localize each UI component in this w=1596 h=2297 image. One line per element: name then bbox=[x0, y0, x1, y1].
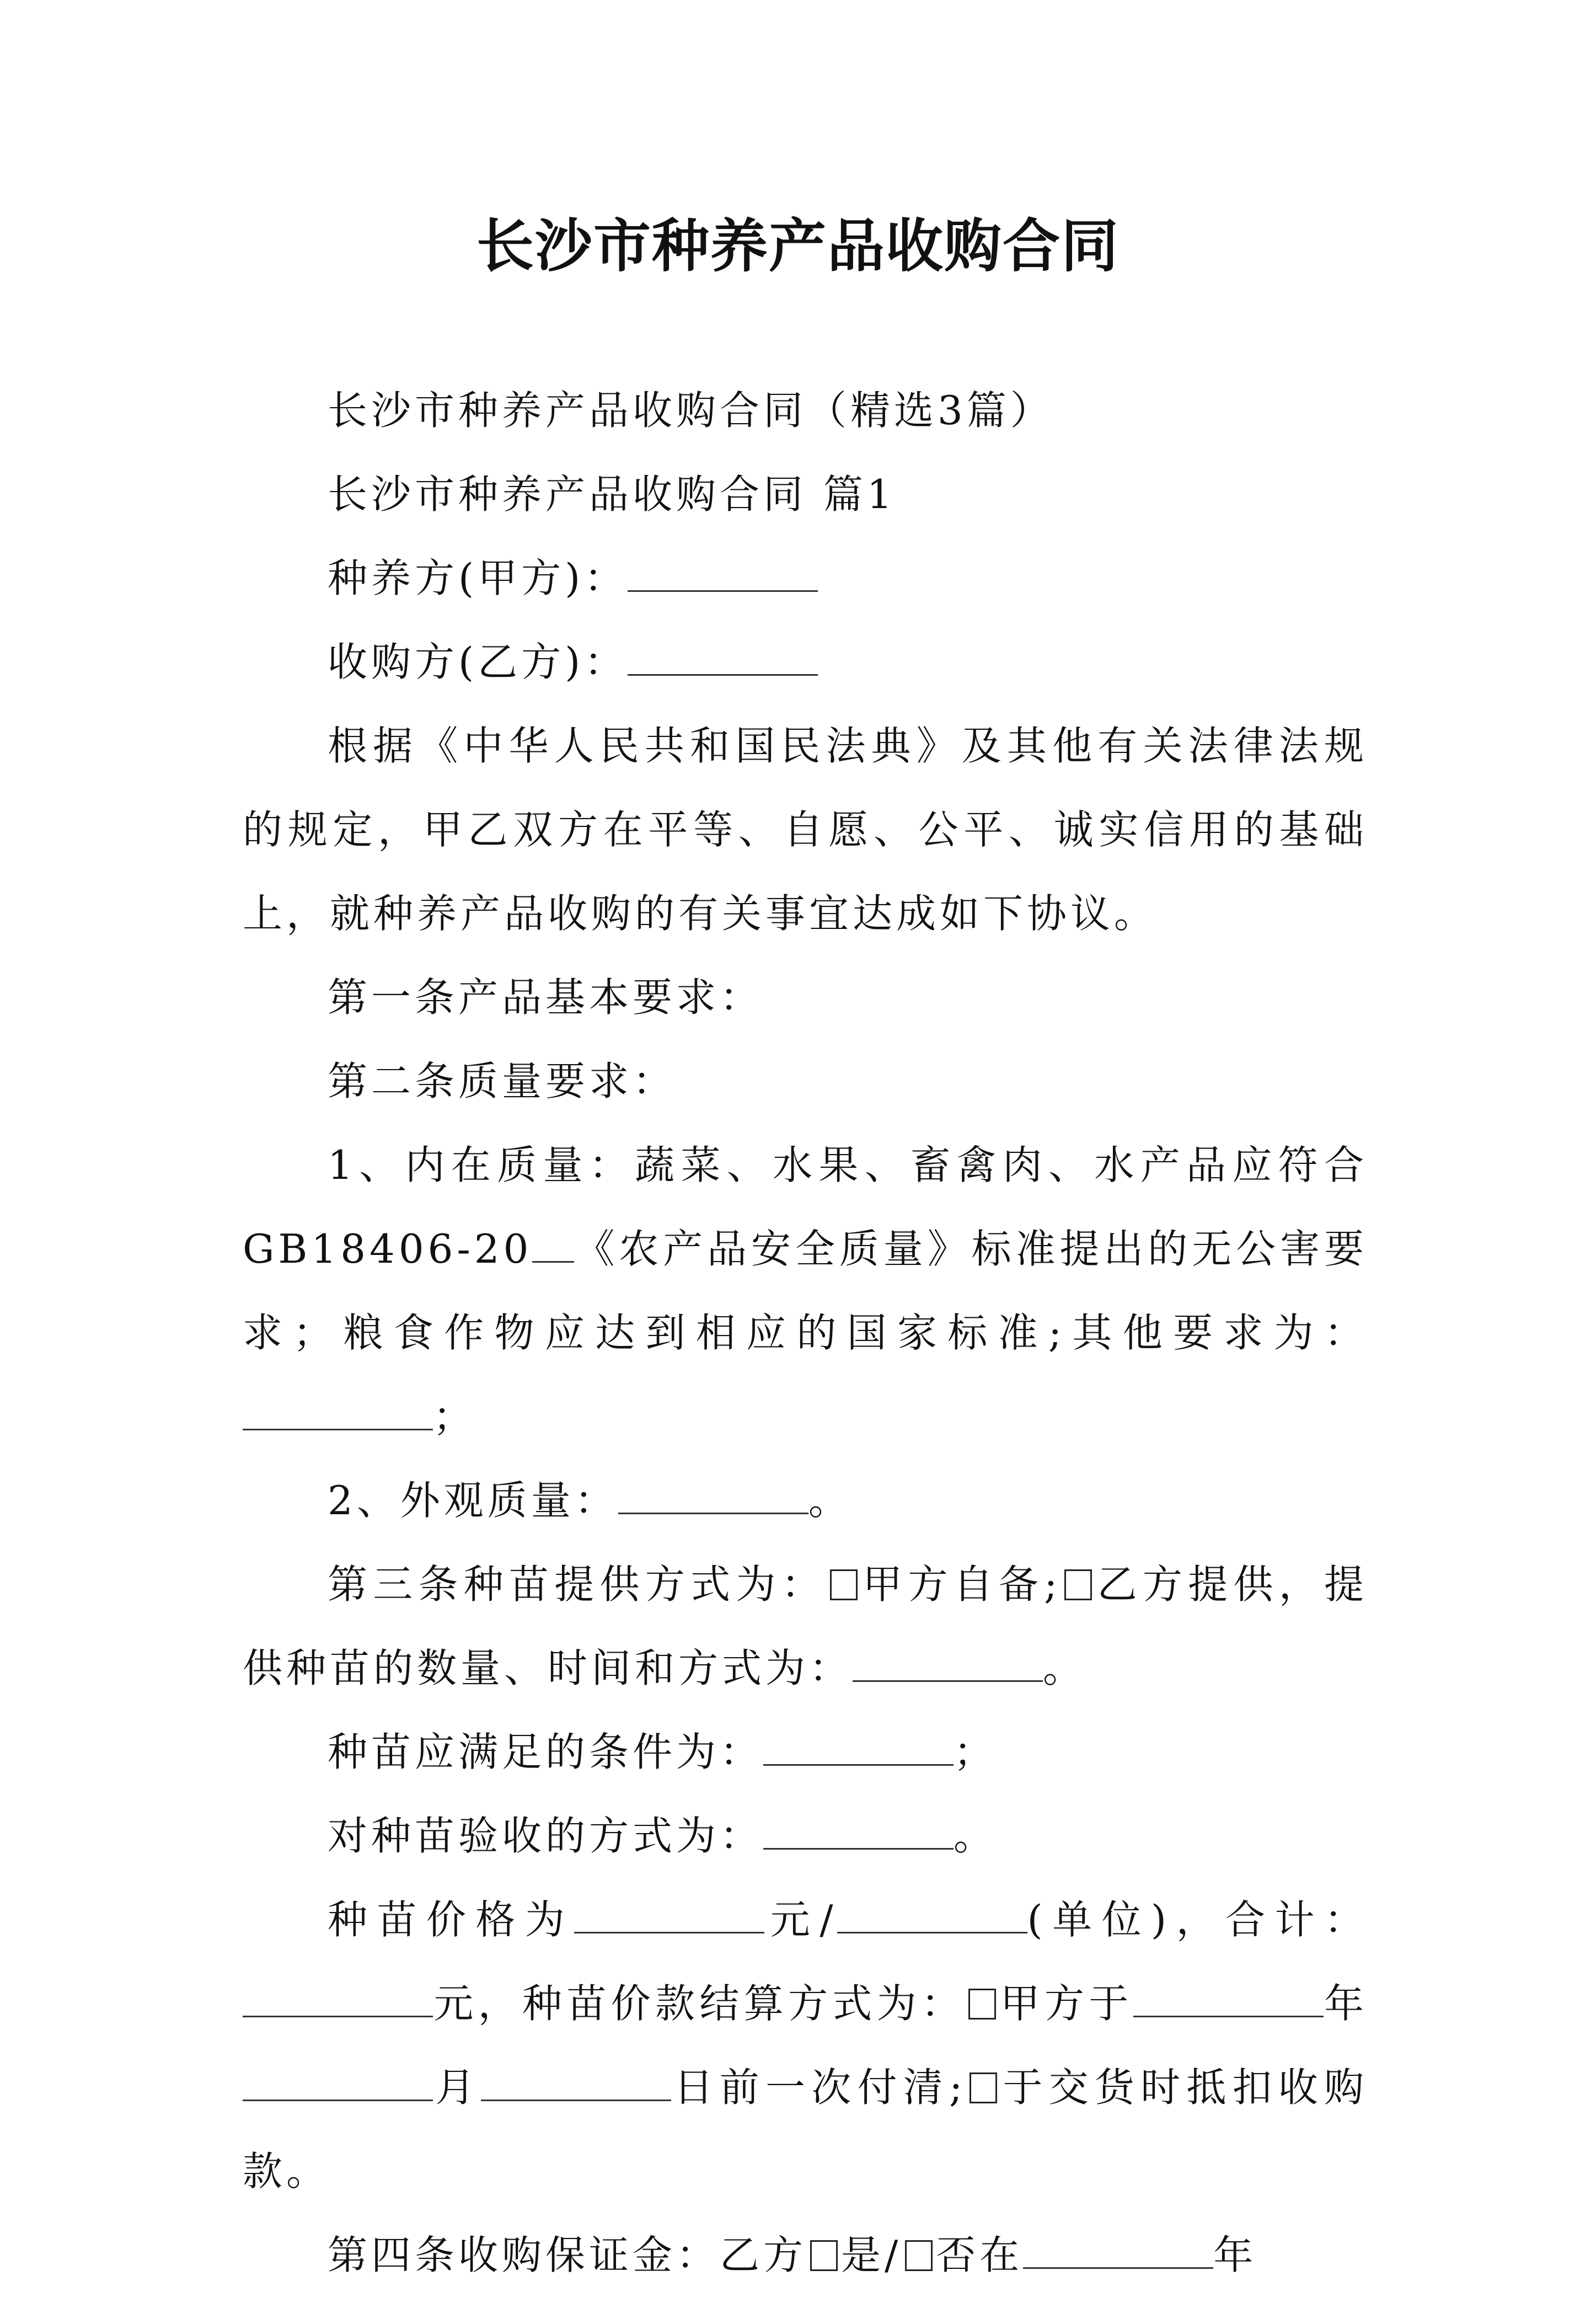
pay-month-blank[interactable] bbox=[243, 2066, 433, 2101]
internal-quality-paragraph: 1、内在质量：蔬菜、水果、畜禽肉、水产品应符合GB18406-20 《农产品安全质量》标准提出的无公害要求；粮食作物应达到相应的国家标准;其他要求为：； bbox=[243, 1142, 1368, 1440]
document-title: 长沙市种养产品收购合同 bbox=[476, 212, 1120, 280]
article-2: 第二条质量要求： bbox=[328, 1058, 677, 1104]
appearance-quality-line: 2、外观质量： 。 bbox=[328, 1477, 852, 1524]
year-suffix-blank[interactable] bbox=[532, 1228, 574, 1263]
seedling-price-paragraph: 种苗价格为 元/ (单位)，合计：元，种苗价款结算方式为： 甲方于 年月 日前一次付清; 于交货时抵扣收购款。 bbox=[243, 1897, 1368, 2194]
checkbox-deduct-on-delivery[interactable] bbox=[970, 2072, 997, 2103]
article-1: 第一条产品基本要求： bbox=[328, 974, 764, 1021]
checkbox-party-a-self[interactable] bbox=[830, 1569, 858, 1600]
party-b-line: 收购方(乙方)： bbox=[243, 620, 1368, 704]
other-requirements-blank[interactable] bbox=[243, 1396, 433, 1430]
checkbox-pay-once[interactable] bbox=[968, 1989, 996, 2020]
total-amount-blank[interactable] bbox=[243, 1983, 433, 2017]
checkbox-yes[interactable] bbox=[810, 2240, 838, 2271]
checkbox-party-b-provide[interactable] bbox=[1064, 1569, 1092, 1600]
seedling-conditions-line: 种苗应满足的条件为： ； bbox=[328, 1729, 998, 1775]
appearance-quality-blank[interactable] bbox=[618, 1479, 808, 1514]
seedling-acceptance-blank[interactable] bbox=[763, 1815, 954, 1850]
article-4: 第四条收购保证金：乙方 是/ 否在 年 bbox=[328, 2232, 1257, 2278]
deposit-year-blank[interactable] bbox=[1023, 2234, 1213, 2269]
preamble-paragraph: 根据《中华人民共和国民法典》及其他有关法律法规的规定，甲乙双方在平等、自愿、公平、诚实信用的基础上，就种养产品收购的有关事宜达成如下协议。 bbox=[243, 723, 1368, 937]
pay-year-blank[interactable] bbox=[1133, 1983, 1324, 2017]
unit-blank[interactable] bbox=[837, 1899, 1027, 1933]
party-a-line: 种养方(甲方)： bbox=[243, 536, 1368, 620]
subtitle-line: 长沙市种养产品收购合同（精选3篇） bbox=[328, 387, 1054, 434]
section-heading: 长沙市种养产品收购合同 篇1 bbox=[328, 471, 896, 517]
article-3: 第三条种苗提供方式为： 甲方自备; 乙方提供，提供种苗的数量、时间和方式为： 。 bbox=[243, 1561, 1368, 1691]
checkbox-no[interactable] bbox=[905, 2240, 933, 2271]
seedling-supply-blank[interactable] bbox=[853, 1647, 1043, 1682]
party-b-blank[interactable] bbox=[628, 641, 818, 676]
document-body bbox=[243, 368, 1368, 2297]
pay-day-blank[interactable] bbox=[481, 2066, 671, 2101]
seedling-acceptance-line: 对种苗验收的方式为： 。 bbox=[328, 1813, 998, 1859]
seedling-conditions-blank[interactable] bbox=[763, 1731, 954, 1766]
unit-price-blank[interactable] bbox=[574, 1899, 764, 1933]
party-a-blank[interactable] bbox=[628, 557, 818, 592]
